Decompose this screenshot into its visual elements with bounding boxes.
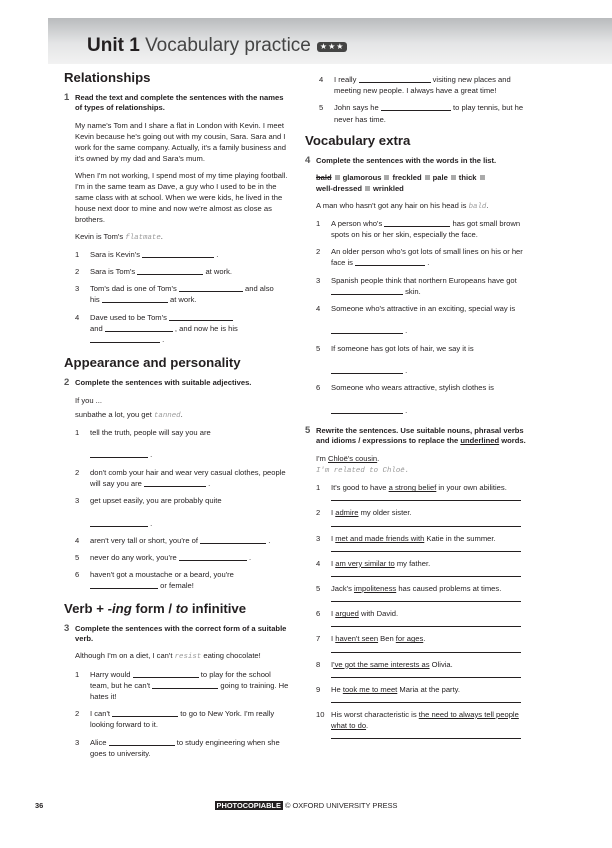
item-text: I: [331, 508, 336, 518]
item-text: going to training. He hates it!: [90, 680, 289, 701]
example-text: Although I'm on a diet, I can't: [75, 651, 173, 661]
item-number: 3: [75, 284, 80, 294]
answer-blank[interactable]: [102, 295, 168, 303]
page-number: 36: [35, 801, 44, 810]
item-text: to play tennis, but he never has time.: [334, 103, 524, 124]
answer-blank[interactable]: [133, 670, 199, 678]
item-text: John says he: [334, 103, 379, 113]
item-text: at work.: [169, 295, 197, 305]
word-item: thick: [458, 173, 477, 183]
item-text: Tom's dad is one of Tom's: [90, 284, 177, 294]
item-number: 2: [75, 267, 80, 277]
item-text: I: [331, 634, 336, 644]
list-item: [316, 709, 526, 739]
underlined-words: a strong belief: [388, 483, 437, 493]
exercise-number: 2: [64, 377, 70, 389]
heading-part: infinitive: [188, 600, 247, 616]
example-answer: tanned: [153, 411, 181, 420]
item-text: Olivia.: [429, 659, 453, 669]
unit-label: Unit 1: [87, 35, 140, 56]
separator-square: [335, 175, 340, 180]
item-text: .: [366, 721, 369, 731]
item-number: 5: [75, 552, 80, 562]
left-column: [64, 70, 290, 765]
answer-line[interactable]: [331, 595, 521, 602]
example-answer: resist: [174, 653, 202, 662]
reading-paragraph: My name's Tom and I share a flat in London with Kevin. I meet Kevin because he's going out with my cousin, Sara. Sara and I work for the same company. Actually, it's a family business and it's owned by my dad and Sara's mum.: [75, 120, 286, 164]
item-text: I: [331, 533, 336, 543]
item-number: 1: [316, 218, 321, 228]
item-text: to study engineering when she goes to university.: [90, 737, 280, 758]
answer-blank[interactable]: [179, 553, 247, 561]
item-text: His worst characteristic is: [331, 709, 419, 719]
example-line: [75, 650, 290, 663]
item-number: 1: [75, 428, 80, 438]
answer-line[interactable]: [331, 732, 521, 739]
item-number: 4: [75, 312, 80, 322]
list-item: [75, 467, 290, 489]
separator-square: [365, 186, 370, 191]
list-item: [75, 283, 290, 305]
example-line: sunbathe a lot, you get tanned.: [75, 409, 183, 420]
word-item: pale: [432, 173, 448, 183]
item-number: 5: [316, 343, 321, 353]
answer-blank[interactable]: [355, 258, 425, 266]
item-number: 4: [316, 558, 321, 568]
item-text: A person who's: [331, 218, 383, 228]
item-text: visiting new places and meeting new people. I always have a great time!: [334, 75, 511, 96]
item-text: Katie in the summer.: [424, 533, 496, 543]
item-text: at work.: [205, 267, 233, 277]
item-number: 3: [75, 737, 80, 747]
example-text: eating chocolate!: [203, 651, 261, 661]
copyright-text: © OXFORD UNIVERSITY PRESS: [284, 801, 398, 810]
item-text: It's good to have: [331, 483, 389, 493]
answer-blank[interactable]: [142, 250, 214, 258]
underlined-words: impoliteness: [353, 583, 397, 593]
answer-blank[interactable]: [331, 287, 403, 295]
difficulty-badge: ★★★: [317, 42, 348, 52]
section-heading-appearance: Appearance and personality: [64, 355, 241, 371]
word-item: freckled: [392, 173, 422, 183]
answer-blank[interactable]: [112, 709, 178, 717]
instruction-text: Complete the sentences with the correct form of a suitable verb.: [75, 623, 287, 643]
exercise-number: 4: [305, 154, 311, 166]
item-number: 1: [75, 669, 80, 679]
answer-line[interactable]: [331, 671, 521, 678]
example-line: Kevin is Tom's flatmate.: [75, 231, 163, 242]
section-heading-relationships: Relationships: [64, 70, 151, 85]
item-text: Someone who's attractive in an exciting, special way is: [331, 304, 516, 314]
item-number: 2: [75, 467, 80, 477]
item-text: .: [150, 450, 153, 460]
list-item: [316, 608, 526, 627]
item-text: has got small brown spots on his or her skin, especially the face.: [331, 218, 521, 240]
copyright-line: [0, 801, 612, 810]
section-heading-verb-forms: [64, 601, 290, 617]
item-text: Spanish people think that northern Europeans have got: [331, 275, 517, 285]
item-number: 3: [75, 496, 80, 506]
list-item: [316, 303, 526, 337]
separator-square: [451, 175, 456, 180]
item-text: Dave used to be Tom's: [90, 312, 167, 322]
example-line: [316, 453, 526, 464]
item-text: If someone has got lots of hair, we say it is: [331, 343, 474, 353]
item-text: to go to New York. I'm really looking forward to it.: [90, 709, 275, 730]
list-item: [75, 737, 290, 759]
list-item: [316, 246, 526, 268]
item-text: Ben: [378, 634, 396, 644]
list-item: [316, 382, 526, 416]
item-text: I: [331, 609, 336, 619]
underlined-words: met and made friends with: [335, 533, 425, 543]
underlined-words: 've got the same interests as: [333, 659, 430, 669]
item-text: his: [90, 295, 100, 305]
item-text: .: [248, 552, 252, 562]
example-answer: bald: [468, 202, 487, 211]
item-number: 5: [319, 103, 324, 113]
section-heading-vocabulary-extra: Vocabulary extra: [305, 132, 411, 148]
photocopiable-tag: PHOTOCOPIABLE: [216, 801, 281, 810]
item-number: 7: [316, 634, 321, 644]
item-text: never do any work, you're: [90, 552, 177, 562]
underlined-words: argued: [335, 609, 359, 619]
answer-blank[interactable]: [90, 519, 148, 527]
word-item: wrinkled: [373, 184, 404, 194]
item-number: 3: [316, 275, 321, 285]
answer-line[interactable]: [331, 646, 521, 653]
item-number: 10: [316, 709, 325, 719]
item-text: my father.: [394, 558, 431, 568]
answer-line[interactable]: [331, 620, 521, 627]
item-text: .: [423, 634, 426, 644]
item-text: .: [208, 478, 211, 488]
item-text: .: [405, 366, 408, 376]
underlined-words: haven't seen: [335, 634, 379, 644]
list-item: [75, 552, 290, 563]
list-item: [75, 249, 290, 260]
item-text: don't comb your hair and wear very casual clothes, people will say you are: [90, 467, 286, 488]
example-answer: I'm related to Chloë.: [316, 466, 410, 475]
item-text: Sara is Kevin's: [90, 249, 140, 259]
list-item: [75, 312, 290, 346]
instruction-part: words.: [499, 436, 526, 446]
heading-part: -ing: [107, 600, 132, 616]
item-number: 4: [75, 535, 80, 545]
instruction-text: Read the text and complete the sentences with the names of types of relationships.: [75, 93, 284, 113]
example-line: A man who hasn't got any hair on his head is bald.: [316, 200, 489, 211]
exercise-number: 5: [305, 424, 311, 436]
item-number: 6: [316, 383, 321, 393]
heading-part: Verb +: [64, 600, 108, 616]
item-number: 4: [316, 304, 321, 314]
answer-blank[interactable]: [90, 581, 158, 589]
answer-blank[interactable]: [200, 536, 266, 544]
separator-square: [384, 175, 389, 180]
instruction-text: Complete the sentences with the words in the list.: [316, 155, 497, 165]
item-text: skin.: [405, 286, 421, 296]
item-text: An older person who's got lots of small lines on his or her face is: [331, 247, 523, 268]
underlined-words: am very similar to: [335, 558, 395, 568]
item-number: 8: [316, 659, 321, 669]
word-item: well-dressed: [316, 184, 363, 194]
example-text: sunbathe a lot, you get: [75, 409, 152, 419]
item-text: tell the truth, people will say you are: [90, 428, 211, 438]
answer-blank[interactable]: [169, 313, 233, 321]
answer-blank[interactable]: [381, 103, 451, 111]
item-text: in your own abilities.: [436, 483, 507, 493]
exercise-number: 1: [64, 92, 70, 103]
example-text: Kevin is Tom's: [75, 231, 124, 241]
answer-blank[interactable]: [90, 335, 160, 343]
item-text: .: [405, 405, 408, 415]
item-text: , and now he is his: [174, 323, 238, 333]
answer-blank[interactable]: [179, 284, 243, 292]
example-text: I'm: [316, 453, 328, 463]
heading-part: form /: [131, 600, 176, 616]
item-number: 2: [316, 247, 321, 257]
instruction-part: underlined: [460, 436, 500, 446]
item-text: with David.: [358, 609, 399, 619]
word-item: glamorous: [342, 173, 382, 183]
heading-part: to: [175, 600, 189, 616]
list-item: [316, 659, 526, 678]
list-item: [316, 583, 526, 602]
item-text: He: [331, 684, 343, 694]
item-text: aren't very tall or short, you're of: [90, 535, 198, 545]
word-list: [316, 172, 526, 194]
item-number: 6: [75, 570, 80, 580]
item-text: Alice: [90, 737, 107, 747]
example-text: If you ...: [75, 395, 103, 405]
item-number: 5: [316, 583, 321, 593]
answer-blank[interactable]: [331, 326, 403, 334]
underlined-words: took me to meet: [342, 684, 398, 694]
item-text: Jack's: [331, 583, 354, 593]
exercise-3-instruction: [64, 624, 290, 645]
list-item: [75, 535, 290, 546]
answer-blank[interactable]: [331, 406, 403, 414]
item-text: .: [268, 535, 271, 545]
list-item: [305, 74, 526, 96]
separator-square: [480, 175, 485, 180]
item-text: Someone who wears attractive, stylish clothes is: [331, 383, 494, 393]
item-text: Maria at the party.: [397, 684, 461, 694]
list-item: [75, 266, 290, 277]
example-text: .: [377, 453, 380, 463]
example-answer: flatmate: [125, 233, 161, 242]
item-text: .: [162, 335, 165, 345]
item-text: I: [331, 659, 334, 669]
item-number: 3: [316, 533, 321, 543]
list-item: [316, 482, 526, 501]
underlined-words: for ages: [395, 634, 424, 644]
item-text: Harry would: [90, 669, 131, 679]
item-number: 1: [75, 249, 80, 259]
item-text: get upset easily, you are probably quite: [90, 496, 222, 506]
list-item: [75, 427, 290, 461]
title-text: Vocabulary practice: [145, 35, 311, 56]
list-item: [316, 218, 526, 240]
answer-line[interactable]: [331, 520, 521, 527]
page-header: [48, 18, 612, 64]
underlined-words: the need to always tell people what to do: [331, 709, 519, 731]
item-text: to play for the school team, but he can't: [90, 669, 271, 690]
answer-blank[interactable]: [90, 450, 148, 458]
answer-blank[interactable]: [331, 366, 403, 374]
answer-blank[interactable]: [152, 681, 218, 689]
item-number: 9: [316, 684, 321, 694]
list-item: [316, 533, 526, 552]
list-item: [316, 633, 526, 652]
answer-line[interactable]: [331, 570, 521, 577]
example-underlined: Chloë's cousin: [328, 453, 378, 463]
underlined-words: admire: [335, 508, 359, 518]
item-text: .: [150, 518, 153, 528]
instruction-part: Rewrite the sentences. Use suitable nouns, phrasal verbs and idioms / expressions to replace the: [316, 425, 524, 446]
list-item: [75, 708, 290, 730]
list-item: [75, 569, 290, 591]
list-item: [316, 507, 526, 526]
list-item: [316, 558, 526, 577]
answer-blank[interactable]: [137, 267, 203, 275]
answer-blank[interactable]: [144, 479, 206, 487]
list-item: [75, 495, 290, 529]
item-text: I can't: [90, 709, 111, 719]
item-number: 4: [319, 75, 324, 84]
item-number: 2: [75, 709, 80, 719]
answer-blank[interactable]: [359, 75, 431, 83]
separator-square: [425, 175, 430, 180]
item-text: .: [405, 326, 408, 336]
item-text: I: [331, 558, 336, 568]
instruction-text: Complete the sentences with suitable adjectives.: [75, 378, 252, 388]
item-text: .: [427, 258, 430, 268]
answer-line[interactable]: [331, 696, 521, 703]
exercise-5-instruction: [305, 426, 526, 447]
exercise-number: 3: [64, 622, 70, 634]
answer-blank[interactable]: [105, 324, 173, 332]
item-text: and also: [245, 284, 274, 294]
exercise-1-instruction: [64, 93, 290, 114]
list-item: [75, 669, 290, 703]
answer-blank[interactable]: [384, 219, 450, 227]
list-item: [316, 275, 526, 297]
item-number: 6: [316, 609, 321, 619]
answer-line[interactable]: [331, 545, 521, 552]
item-text: and: [90, 323, 103, 333]
item-text: I really: [334, 75, 357, 84]
word-item: bald: [316, 173, 332, 183]
item-text: .: [216, 249, 219, 259]
item-text: my older sister.: [358, 508, 412, 518]
item-text: Sara is Tom's: [90, 267, 136, 277]
exercise-4-instruction: [305, 156, 526, 166]
item-text: or female!: [160, 581, 194, 591]
item-number: 1: [316, 483, 321, 493]
answer-blank[interactable]: [109, 738, 175, 746]
item-text: has caused problems at times.: [396, 583, 502, 593]
example-text: A man who hasn't got any hair on his head is: [316, 200, 467, 210]
instruction-text: [316, 426, 526, 447]
exercise-2-instruction: [64, 378, 290, 388]
page-title: [87, 36, 347, 56]
list-item: [316, 343, 526, 377]
item-number: 2: [316, 508, 321, 518]
answer-line[interactable]: [331, 494, 521, 501]
reading-paragraph: When I'm not working, I spend most of my time playing football. I'm in the same team as Dave, a guy who I used to be in the same class with at school. When we were kids, he lived in the house next door to mine and now we're almost as close as brothers.: [75, 170, 288, 225]
right-column: [305, 74, 526, 745]
list-item: [316, 684, 526, 703]
item-text: haven't got a moustache or a beard, you're: [90, 570, 234, 580]
list-item: [305, 102, 526, 124]
